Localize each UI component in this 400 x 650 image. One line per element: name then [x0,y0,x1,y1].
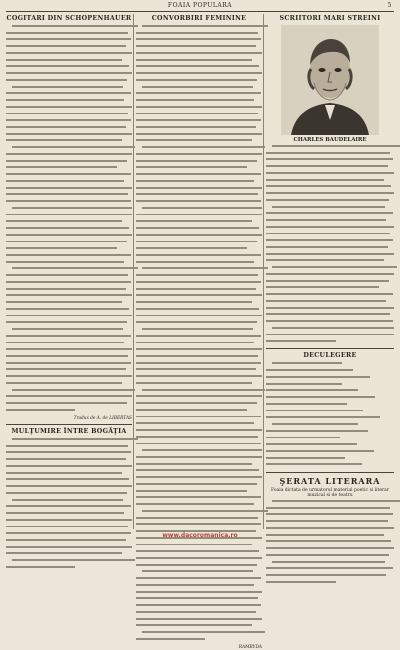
text-line [6,247,132,252]
text-line [266,457,394,462]
text-line [136,362,262,367]
text-line [6,207,132,212]
text-line [266,430,394,435]
text-line [136,267,262,272]
text-line [266,334,394,339]
column-divider [133,14,134,529]
text-line [266,500,394,505]
text-line [136,570,262,575]
text-line [136,274,262,279]
text-line [266,313,394,318]
text-line [136,443,262,448]
text-line [6,402,132,407]
text-line [266,259,394,264]
text-line [266,389,394,394]
text-line [266,233,394,238]
text-line [266,206,394,211]
text-line [6,254,132,259]
text-line [136,517,262,522]
text-line [6,539,132,544]
text-line [136,503,262,508]
column-3 [266,14,394,529]
text-line [6,65,132,70]
text-line [136,422,262,427]
text-line [136,604,262,609]
text-line [6,478,132,483]
text-line [136,200,262,205]
column-1 [6,14,132,529]
text-line [266,423,394,428]
text-line [266,561,394,566]
text-line [136,456,262,461]
text-line [136,45,262,50]
text-line [136,139,262,144]
text-line [6,321,132,326]
text-line [6,505,132,510]
text-line [136,544,262,549]
text-line [266,145,394,150]
text-line [136,261,262,266]
text-line [136,281,262,286]
text-line [136,294,262,299]
section-rule [266,472,394,473]
text-line [136,624,262,629]
text-line [136,409,262,414]
text-line [266,450,394,455]
text-line [136,288,262,293]
text-line [266,320,394,325]
running-title: FOAIA POPULARA [167,2,233,9]
text-line [266,396,394,401]
text-line [6,362,132,367]
text-line [6,86,132,91]
text-line [136,375,262,380]
text-line [136,328,262,333]
text-line [136,476,262,481]
text-line [6,458,132,463]
text-line [266,239,394,244]
text-line [6,113,132,118]
text-line [6,180,132,185]
text-line [136,436,262,441]
text-line [266,253,394,258]
text-line [266,246,394,251]
text-line [136,402,262,407]
text-line [136,449,262,454]
text-line [6,294,132,299]
text-line [136,382,262,387]
text-line [266,192,394,197]
column-divider [263,14,264,529]
text-line [266,520,394,525]
text-line [6,32,132,37]
text-line [6,451,132,456]
text-line [266,307,394,312]
text-line [6,38,132,43]
text-line [266,410,394,415]
text-line [136,308,262,313]
text-line [6,342,132,347]
text-line [136,597,262,602]
text-line [266,547,394,552]
article-title: DECULEGERE [303,352,357,360]
text-line [6,328,132,333]
text-line [266,540,394,545]
text-line [136,160,262,165]
text-line [6,45,132,50]
text-line [266,340,394,345]
text-line [136,469,262,474]
section-rule [6,424,132,425]
text-line [266,165,394,170]
text-line [266,403,394,408]
text-line [266,581,394,586]
text-line [6,261,132,266]
text-line [136,355,262,360]
text-line [6,25,132,30]
footer-url: www.dacoromanica.ro [162,532,238,539]
text-line [6,187,132,192]
text-line [136,25,262,30]
text-line [136,234,262,239]
text-line [136,133,262,138]
text-line [266,286,394,291]
text-line [6,119,132,124]
text-line [266,172,394,177]
text-line [6,409,132,414]
text-line [6,200,132,205]
text-line [136,180,262,185]
text-line [266,293,394,298]
text-line [266,416,394,421]
text-line [136,557,262,562]
text-line [136,227,262,232]
text-line [266,443,394,448]
text-line [136,429,262,434]
text-line [6,267,132,272]
text-line [266,152,394,157]
text-line [6,92,132,97]
text-line [6,445,132,450]
text-line [6,160,132,165]
section-rule [266,348,394,349]
text-line [136,368,262,373]
text-line [6,173,132,178]
text-line [136,193,262,198]
text-line [136,126,262,131]
text-line [6,126,132,131]
text-line [136,38,262,43]
text-line [136,254,262,259]
text-line [136,99,262,104]
text-line [136,92,262,97]
text-line [6,499,132,504]
article-title: CONVORBIRI FEMININE [151,15,247,22]
text-line [266,179,394,184]
text-line [136,166,262,171]
text-line [136,638,262,643]
text-line [6,389,132,394]
article-body [266,500,394,586]
text-line [6,214,132,219]
text-line [6,546,132,551]
text-line [6,79,132,84]
text-line [266,158,394,163]
text-line [6,139,132,144]
portrait-engraving [281,25,379,135]
text-line [266,219,394,224]
article-signature: RAMBYDA [238,644,262,650]
text-line [266,554,394,559]
text-line [266,437,394,442]
text-line [6,241,132,246]
text-line [6,193,132,198]
text-line [6,395,132,400]
text-line [6,234,132,239]
text-line [6,301,132,306]
text-line [136,207,262,212]
text-line [6,355,132,360]
text-line [136,241,262,246]
text-line [6,519,132,524]
text-line [6,335,132,340]
text-line [136,32,262,37]
text-line [266,212,394,217]
article-title: SCRIITORI MARI STREINI [279,15,381,22]
text-line [6,315,132,320]
text-line [266,463,394,468]
text-line [266,567,394,572]
text-line [136,173,262,178]
text-line [6,166,132,171]
text-line [136,463,262,468]
text-line [266,280,394,285]
text-line [136,52,262,57]
text-line [136,79,262,84]
text-line [6,368,132,373]
text-line [6,552,132,557]
text-line [266,327,394,332]
text-line [6,153,132,158]
text-line [6,492,132,497]
text-line [136,591,262,596]
text-line [6,288,132,293]
text-line [6,227,132,232]
text-line [6,220,132,225]
text-line [136,389,262,394]
article-title: ŞERATA LITERARA [279,475,381,486]
text-line [6,274,132,279]
text-line [136,564,262,569]
article-body [266,145,394,345]
text-line [6,559,132,564]
text-line [136,416,262,421]
text-line [136,187,262,192]
text-line [136,483,262,488]
text-line [266,185,394,190]
text-line [136,335,262,340]
text-line [266,266,394,271]
text-line [6,526,132,531]
portrait-caption: CHARLES BAUDELAIRE [293,137,367,143]
text-line [136,584,262,589]
text-line [136,106,262,111]
text-line [6,281,132,286]
text-line [136,395,262,400]
text-line [6,485,132,490]
article-body [6,25,132,414]
article-body [136,25,262,643]
text-line [136,510,262,515]
text-line [6,465,132,470]
article-body [6,438,132,571]
text-line [136,631,262,636]
text-line [136,247,262,252]
text-line [6,52,132,57]
verse-body [266,362,394,468]
text-line [266,226,394,231]
text-line [136,490,262,495]
text-line [6,72,132,77]
text-line [136,496,262,501]
text-line [136,577,262,582]
text-line [136,611,262,616]
text-line [266,369,394,374]
text-line [266,273,394,278]
text-line [136,348,262,353]
text-line [6,566,132,571]
text-line [136,65,262,70]
text-line [136,146,262,151]
text-line [6,99,132,104]
text-line [6,106,132,111]
text-line [136,59,262,64]
text-line [6,146,132,151]
header-rule [6,11,394,12]
baudelaire-portrait [281,25,379,135]
text-line [6,59,132,64]
text-line [136,153,262,158]
text-line [136,550,262,555]
text-line [266,574,394,579]
text-line [136,342,262,347]
text-line [266,376,394,381]
text-line [136,86,262,91]
text-line [6,348,132,353]
article-title: COGITARI DIN SCHOPENHAUER [6,15,132,22]
text-line [136,214,262,219]
text-line [266,383,394,388]
text-line [6,512,132,517]
article-signature: Tradus de A. de LIBERTAS [73,416,132,421]
text-line [6,438,132,443]
text-line [136,72,262,77]
text-line [136,119,262,124]
text-line [266,199,394,204]
text-line [6,308,132,313]
text-line [136,315,262,320]
text-line [6,375,132,380]
text-line [6,382,132,387]
text-line [266,507,394,512]
article-subtitle: Foaia dictata de urmatorul material poetic si literar muzical si de teatru [270,487,389,498]
text-line [136,220,262,225]
page-number: 5 [387,2,392,9]
text-line [136,618,262,623]
article-title: MULŢUMIRE ÎNTRE BOGĂŢIA [11,428,127,435]
text-line [6,133,132,138]
text-line [6,472,132,477]
text-line [136,523,262,528]
text-line [266,362,394,367]
text-line [266,513,394,518]
text-line [136,301,262,306]
text-line [136,321,262,326]
text-line [136,113,262,118]
text-line [266,300,394,305]
